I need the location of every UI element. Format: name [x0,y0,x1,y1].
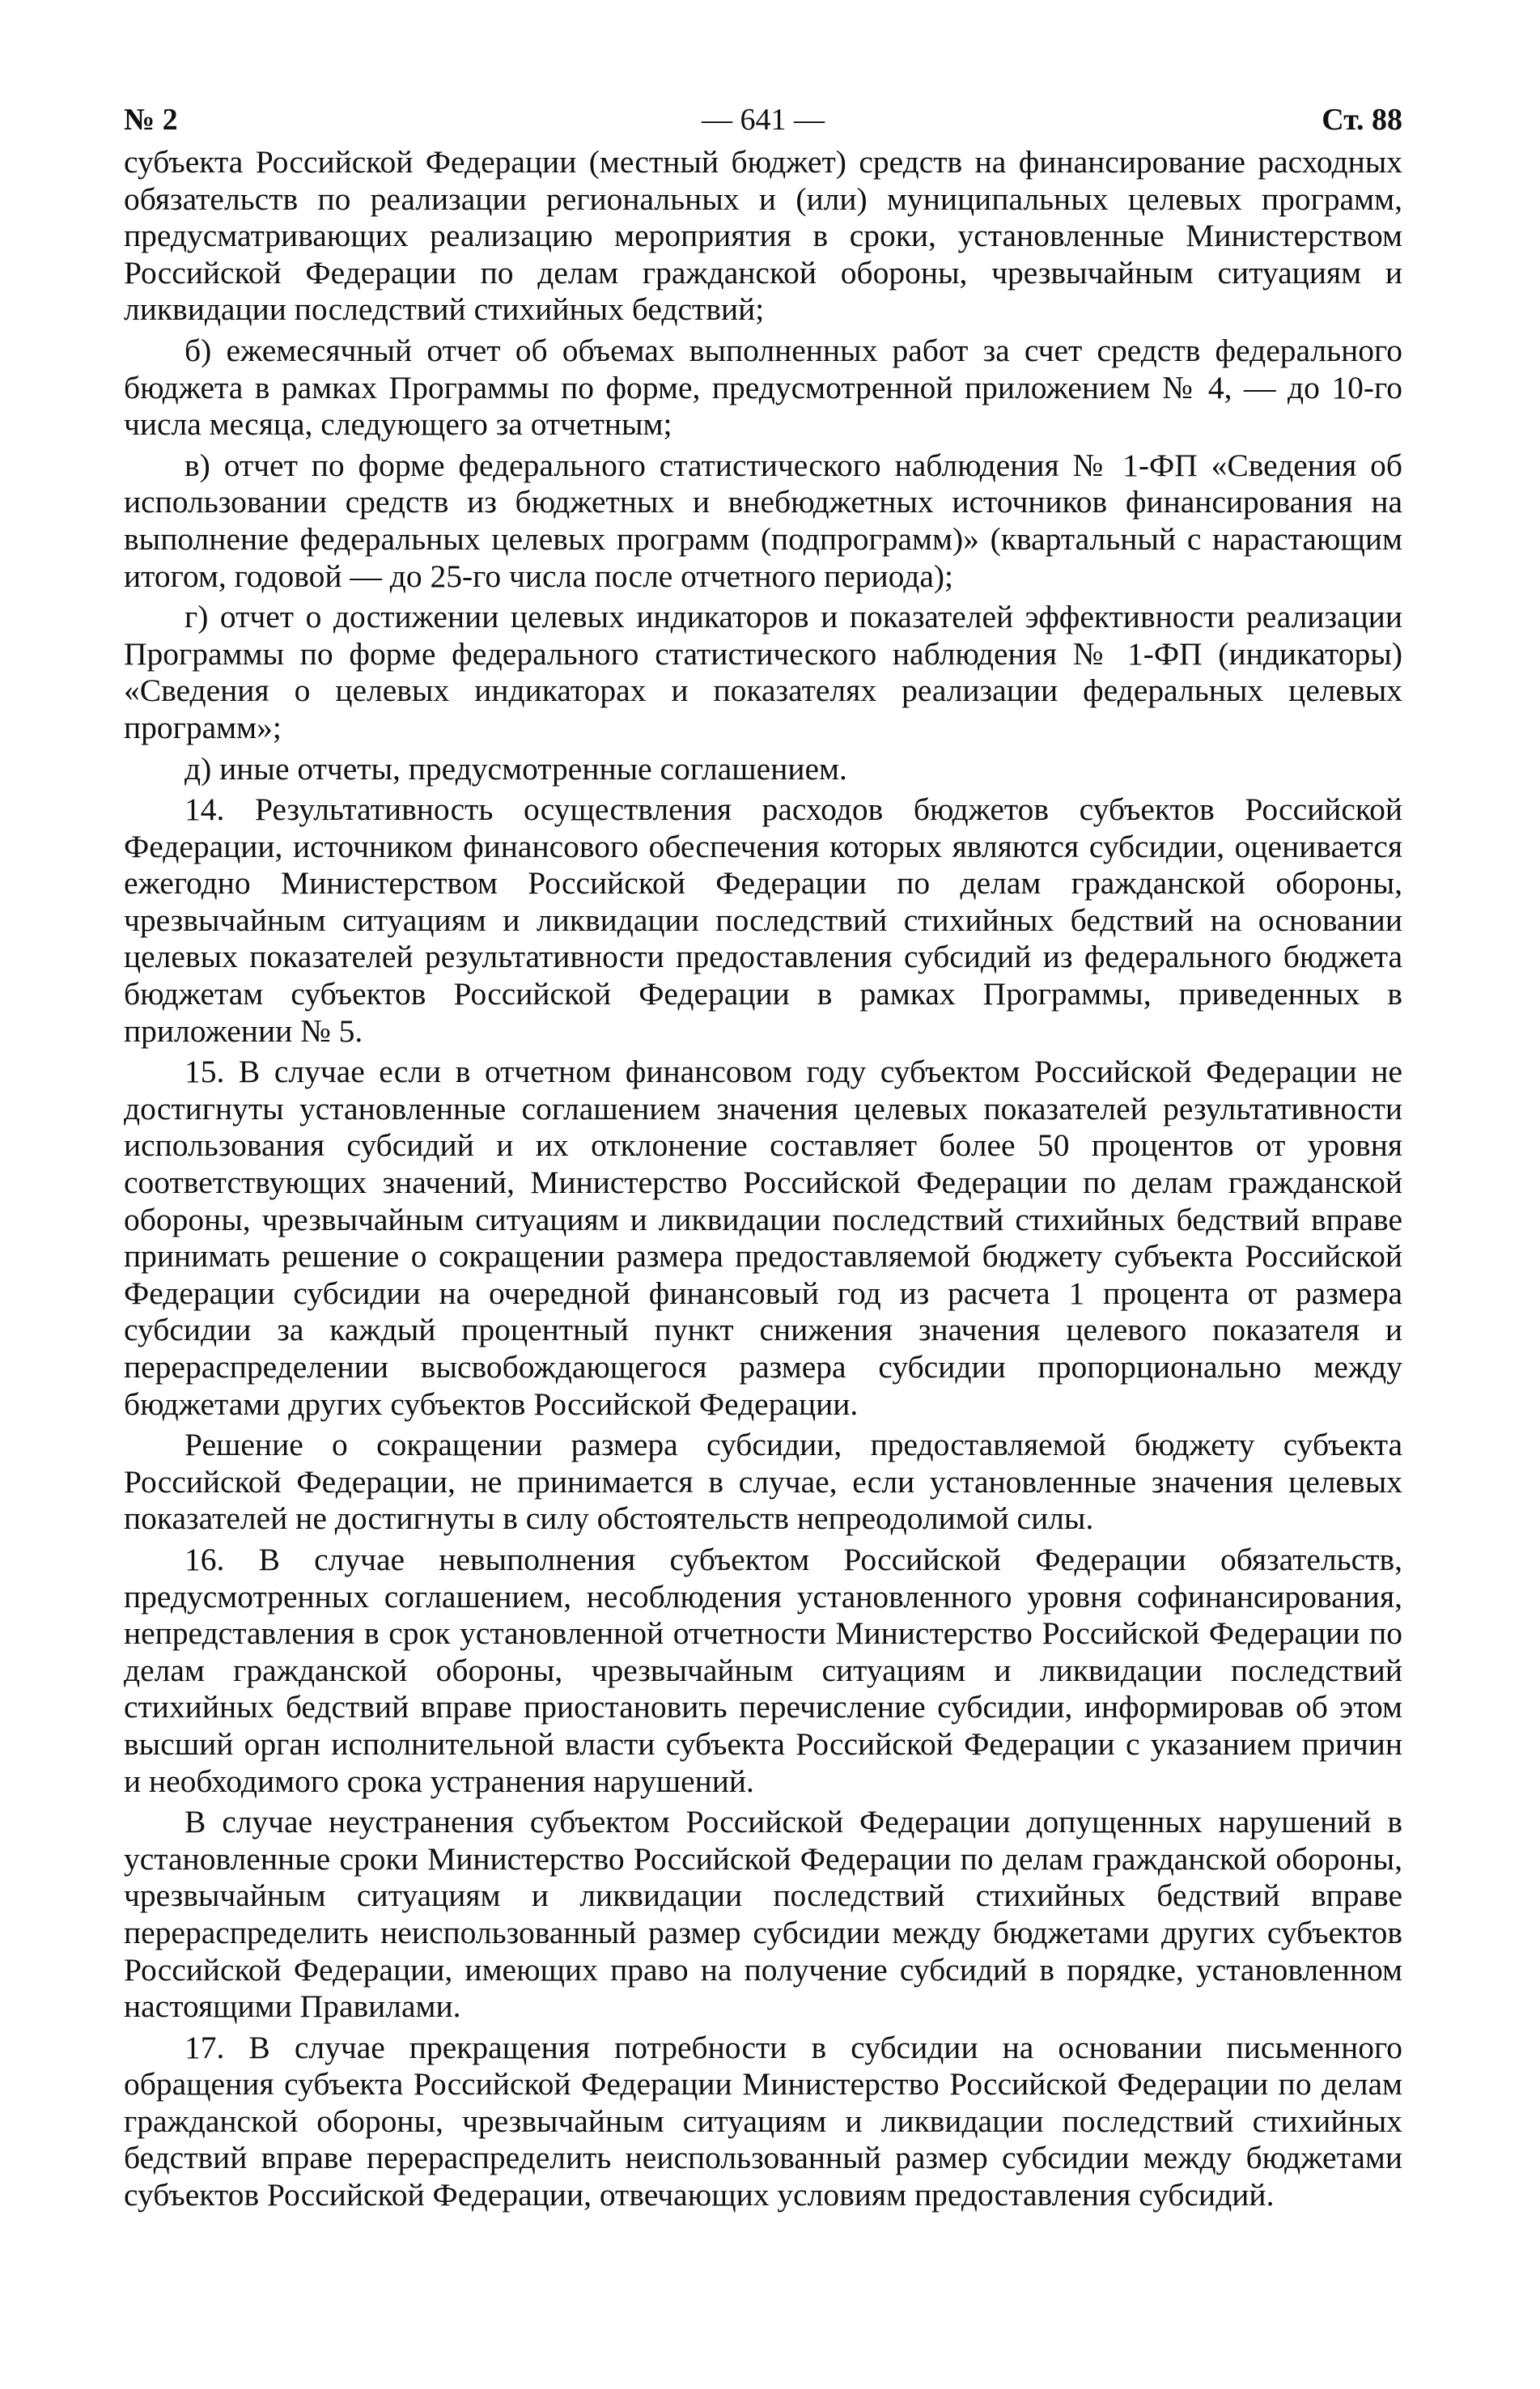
paragraph-16: 16. В случае невыполнения субъектом Российской Федерации обязательств, предусмотренных соглашением, несоблюдения установленного уровня софинансирования, непредставления в срок установленной отчетности Министерство Российской Федерации по делам гражданской обороны, чрезвычайным ситуациям и ликвидации последствий стихийных бедствий вправе приостановить перечисление субсидии, информировав об этом высший орган исполнительной власти субъекта Российской Федерации с указанием причин и необходимого срока устранения нарушений. [124,1541,1402,1799]
paragraph-17: 17. В случае прекращения потребности в субсидии на основании письменного обращения субъекта Российской Федерации Министерство Российской Федерации по делам гражданской обороны, чрезвычайным ситуациям и ликвидации последствий стихийных бедствий вправе перераспределить неиспользованный размер субсидии между бюджетами субъектов Российской Федерации, отвечающих условиям предоставления субсидий. [124,2029,1402,2213]
paragraph-item-v: в) отчет по форме федерального статистического наблюдения № 1-ФП «Сведения об использовании средств из бюджетных и внебюджетных источников финансирования на выполнение федеральных целевых программ (подпрограмм)» (квартальный с нарастающим итогом, годовой — до 25-го числа после отчетного периода); [124,447,1402,594]
issue-number: № 2 [124,103,178,137]
paragraph-item-d: д) иные отчеты, предусмотренные соглашением. [185,750,847,787]
paragraph-15-decision: Решение о сокращении размера субсидии, предоставляемой бюджету субъекта Российской Федерации, не принимается в случае, если установленные значения целевых показателей не достигнуты в силу обстоятельств непреодолимой силы. [124,1427,1402,1537]
page-number: — 641 — [702,103,825,137]
document-page [124,95,1402,2218]
paragraph-15: 15. В случае если в отчетном финансовом году субъектом Российской Федерации не достигнуты установленные соглашением значения целевых показателей результативности использования субсидий и их отклонение составляет более 50 процентов от уровня соответствующих значений, Министерство Российской Федерации по делам гражданской обороны, чрезвычайным ситуациям и ликвидации последствий стихийных бедствий вправе принимать решение о сокращении размера предоставляемой бюджету субъекта Российской Федерации субсидии на очередной финансовый год из расчета 1 процента от размера субсидии за каждый процентный пункт снижения значения целевого показателя и перераспределении высвобождающегося размера субсидии пропорционально между бюджетами других субъектов Российской Федерации. [124,1054,1402,1422]
paragraph-continued: субъекта Российской Федерации (местный бюджет) средств на финансирование расходных обязательств по реализации региональных и (или) муниципальных целевых программ, предусматривающих реализацию мероприятия в сроки, установленные Министерством Российской Федерации по делам гражданской обороны, чрезвычайным ситуациям и ликвидации последствий стихийных бедствий; [124,144,1402,328]
paragraph-item-g: г) отчет о достижении целевых индикаторов и показателей эффективности реализации Программы по форме федерального статистического наблюдения № 1-ФП (индикаторы) «Сведения о целевых индикаторах и показателях реализации федеральных целевых программ»; [124,599,1402,745]
document-body [124,144,1402,2214]
paragraph-item-b: б) ежемесячный отчет об объемах выполненных работ за счет средств федерального бюджета в рамках Программы по форме, предусмотренной приложением № 4, — до 10-го числа месяца, следующего за отчетным; [124,332,1402,443]
paragraph-16-redistribution: В случае неустранения субъектом Российской Федерации допущенных нарушений в установленные сроки Министерство Российской Федерации по делам гражданской обороны, чрезвычайным ситуациям и ликвидации последствий стихийных бедствий вправе перераспределить неиспользованный размер субсидии между бюджетами других субъектов Российской Федерации, имеющих право на получение субсидий в порядке, установленном настоящими Правилами. [124,1804,1402,2025]
paragraph-14: 14. Результативность осуществления расходов бюджетов субъектов Российской Федерации, источником финансового обеспечения которых являются субсидии, оценивается ежегодно Министерством Российской Федерации по делам гражданской обороны, чрезвычайным ситуациям и ликвидации последствий стихийных бедствий на основании целевых показателей результативности предоставления субсидий из федерального бюджета бюджетам субъектов Российской Федерации в рамках Программы, приведенных в приложении № 5. [124,791,1402,1049]
article-number: Ст. 88 [1322,103,1402,137]
page-header [124,95,1402,144]
